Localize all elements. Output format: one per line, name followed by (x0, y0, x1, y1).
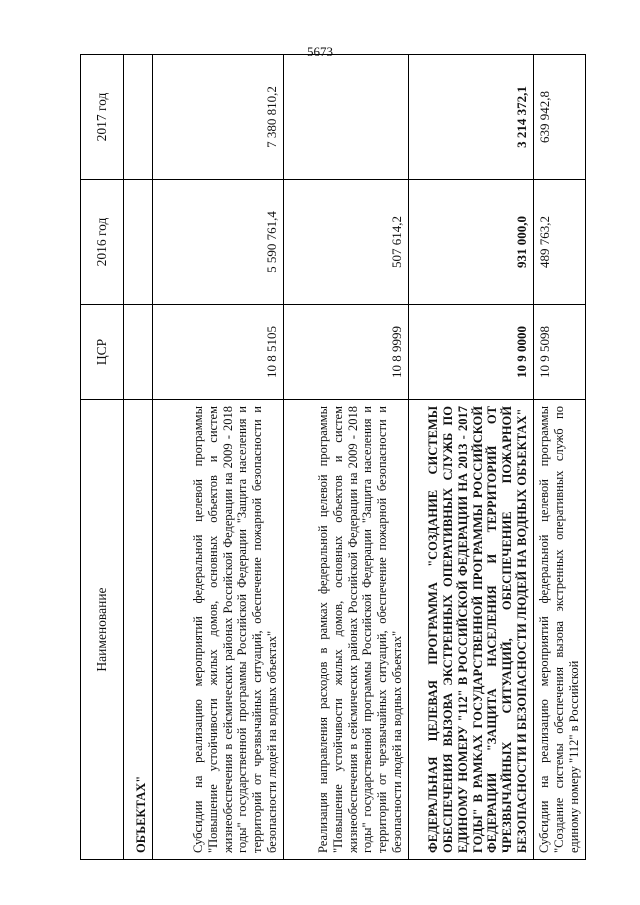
row-name: Субсидии на реализацию мероприятий федеральной целевой программы "Создание системы обеспечения вызова экстренных оперативных служб по единому номеру "112" в Российской (534, 400, 586, 860)
rotated-table-container (80, 55, 581, 860)
table-row (153, 55, 284, 860)
header-2017: 2017 год (81, 55, 124, 180)
row-2017 (284, 55, 409, 180)
table-row (409, 55, 534, 860)
header-row (81, 55, 124, 860)
table-row (284, 55, 409, 860)
row-name: Реализация направления расходов в рамках федеральной целевой программы "Повышение устойчивости жилых домов, основных объектов и систем жизнеобеспечения в сейсмических районах Российской Федерации на 2009 - 2018 годы" государственной программы Российской Федерации "Защита населения и территорий от чрезвычайных ситуаций, обеспечение пожарной безопасности и безопасности людей на водных объектах" (284, 400, 409, 860)
table-row (124, 55, 153, 860)
row-2016: 5 590 761,4 (153, 180, 284, 305)
row-2017 (124, 55, 153, 180)
row-csr: 10 8 9999 (284, 305, 409, 400)
row-2017: 3 214 372,1 (409, 55, 534, 180)
row-name: ОБЪЕКТАХ" (124, 400, 153, 860)
page-number: 5673 (307, 44, 333, 59)
row-2017: 639 942,8 (534, 55, 586, 180)
row-2016 (124, 180, 153, 305)
row-name: Субсидии на реализацию мероприятий федеральной целевой программы "Повышение устойчивости жилых домов, основных объектов и систем жизнеобеспечения в сейсмических районах Российской Федерации на 2009 - 2018 годы" государственной программы Российской Федерации "Защита населения и территорий от чрезвычайных ситуаций, обеспечение пожарной безопасности и безопасности людей на водных объектах" (153, 400, 284, 860)
row-csr: 10 8 5105 (153, 305, 284, 400)
header-2016: 2016 год (81, 180, 124, 305)
table-row (534, 55, 586, 860)
row-csr: 10 9 0000 (409, 305, 534, 400)
row-csr: 10 9 5098 (534, 305, 586, 400)
row-2016: 489 763,2 (534, 180, 586, 305)
row-2017: 7 380 810,2 (153, 55, 284, 180)
header-name: Наименование (81, 400, 124, 860)
budget-table (80, 54, 586, 860)
row-name: ФЕДЕРАЛЬНАЯ ЦЕЛЕВАЯ ПРОГРАММА "СОЗДАНИЕ СИСТЕМЫ ОБЕСПЕЧЕНИЯ ВЫЗОВА ЭКСТРЕННЫХ ОПЕРАТИВНЫХ СЛУЖБ ПО ЕДИНОМУ НОМЕРУ "112" В РОССИЙСКОЙ ФЕДЕРАЦИИ НА 2013 - 2017 ГОДЫ" В РАМКАХ ГОСУДАРСТВЕННОЙ ПРОГРАММЫ РОССИЙСКОЙ ФЕДЕРАЦИИ "ЗАЩИТА НАСЕЛЕНИЯ И ТЕРРИТОРИЙ ОТ ЧРЕЗВЫЧАЙНЫХ СИТУАЦИЙ, ОБЕСПЕЧЕНИЕ ПОЖАРНОЙ БЕЗОПАСНОСТИ И БЕЗОПАСНОСТИ ЛЮДЕЙ НА ВОДНЫХ ОБЪЕКТАХ" (409, 400, 534, 860)
header-csr: ЦСР (81, 305, 124, 400)
row-2016: 931 000,0 (409, 180, 534, 305)
row-csr (124, 305, 153, 400)
row-2016: 507 614,2 (284, 180, 409, 305)
